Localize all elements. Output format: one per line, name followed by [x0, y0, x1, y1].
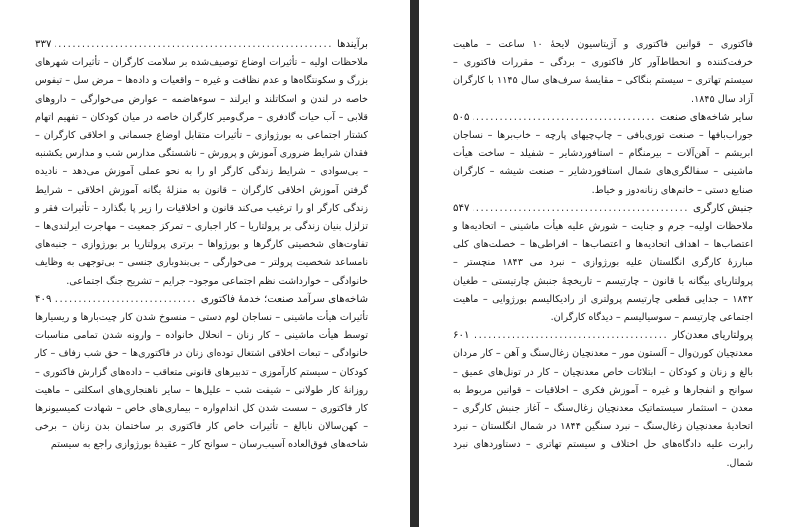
section-title: پرولتاریای معدن‌کار — [672, 330, 753, 342]
leader-dots — [473, 109, 656, 127]
section-page-number: ۶۰۱ — [453, 330, 470, 342]
section-summary: معدنچیان کورن‌وال – آلستون مور – معدنچیان زغال‌سنگ و آهن – کار مردان بالغ و زنان و کودکان – ابتلائات خاص معدنچیان – کار در تونل‌های عمیق – سوانح و انفجارها و غیره – آموزش فکری – اخلاقیات – قوانین مربوط به معدن – استثمار سیستماتیک معدنچیان زغال‌سنگ – آغاز جنبش کارگری – اتحادیهٔ معدنچیان زغال‌سنگ – نبرد سنگین ۱۸۴۴ در شمال انگلستان – نبرد رابرت علیه دادگاه‌های حل اختلاف و سیستم تهاتری – دستاوردهای نبرد شمال. — [453, 348, 753, 469]
section-title: جنبش کارگری — [693, 202, 753, 214]
section-summary: تأثیرات هیأت ماشینی – نساجان لوم دستی – منسوخ شدن کار چیت‌بارها و ریسیارها توسط هیأت ماشینی – کار زنان – انحلال خانواده – وارونه شدن تمامی مناسبات خانوادگی – تبعات اخلاقی اشتغال توده‌ای زنان در فاکتوری‌ها – حق شب زفاف – کار کودکان – سیستم کارآموزی – تدبیرهای قانونی متعاقب – داده‌های گزارش فاکتوری – روزانهٔ کار طولانی – شیفت شب – علیل‌ها – سایر ناهنجاری‌های اسکلتی – ماهیت کار فاکتوری – سست شدن کل اندام‌واره – بیماری‌های خاص – شهادت کمیسیونرها – کهن‌سالان نابالغ – تأثیرات خاص کار فاکتوری بر ساختمان بدن زنان – برخی شاخه‌های فوق‌العاده آسیب‌رسان – سوانح کار – عقیدهٔ بورژوازی راجع به سیستم — [35, 312, 368, 451]
section-title: سایر شاخه‌های صنعت — [659, 111, 753, 123]
right-page — [419, 0, 787, 527]
toc-entry-outcomes — [35, 36, 368, 291]
section-page-number: ۳۳۷ — [35, 39, 52, 50]
section-summary: ملاحظات اولیه– جرم و جنایت – شورش علیه هیأت ماشینی – اتحادیه‌ها و اعتصاب‌ها – اهداف اتحادیه‌ها و اعتصاب‌ها – افراطی‌ها – خصلت‌های کلی مبارزهٔ کارگری انگلستان علیه بورژوازی – نبرد می ۱۸۴۳ منچستر – پرولتاریای بیگانه با قانون – چارتیسم – تاریخچهٔ جنبش چارتیستی – طغیان ۱۸۴۲ – جدایی قطعی چارتیسم پرولتری از رادیکالیسم بورژوایی – ماهیت اجتماعی چارتیسم – سوسیالیسم – دیدگاه کارگران. — [453, 221, 753, 324]
section-page-number: ۵۴۷ — [453, 202, 470, 214]
book-gutter — [410, 0, 419, 527]
leader-dots — [55, 291, 196, 309]
section-title: شاخه‌های سرآمد صنعت؛ خدمهٔ فاکتوری — [200, 293, 368, 305]
section-page-number: ۴۰۹ — [35, 293, 52, 305]
section-heading — [35, 291, 368, 309]
section-title: برآیندها — [336, 39, 368, 50]
section-summary: ملاحظات اولیه – تأثیرات اوضاع توصیف‌شده بر سلامت کارگران – تأثیرات شهرهای بزرگ و سکونتگاه‌ها و عدم نظافت و غیره – واقعیات و داده‌ها – مرض سل – تیفوس خاصه در لندن و اسکاتلند و ایرلند – سوءهاضمه – عوارض می‌خوارگی – داروهای قلابی – آب حیات گادفری – مرگ‌ومیر کارگران خاصه در میان کودکان – تفهیم اتهام کشتار اجتماعی به بورژوازی – تأثیرات متقابل اوضاع جسمانی و اخلاقی کارگران – فقدان شرایط ضروری آموزش و پرورش – ناشستگی مدارس شب و مدارس یکشنبه – بی‌سوادی – شرایط زندگی کارگر او را به نحو عملی آموزش می‌دهد – نادیده گرفتن آموزش اخلاقی کارگران – قانون به منزلهٔ یگانه آموزش اخلاقی – شرایط زندگی کارگر او را ترغیب می‌کند قانون و اخلاقیات را زیر پا بگذارد – تأثیرات فقر و تزلزل بنیان زندگی بر پرولتاریا – کار اجباری – تمرکز جمعیت – مهاجرت ایرلندی‌ها – تفاوت‌های شخصیتی کارگرها و بورژواها – برتری پرولتاریا بر بورژوازی – جنبه‌های نامساعد شخصیت پرولتر – می‌خوارگی – بی‌بندوباری جنسی – بی‌توجهی به وظایف خانوادگی – خوارداشت نظم اجتماعی موجود– جرایم – تشریح جنگ اجتماعی. — [35, 57, 368, 287]
section-summary: جوراب‌بافها – صنعت توری‌بافی – چاپ‌چیهای پارچه – خاب‌برها – نساجان ابریشم – آهن‌آلات – بیرمنگام – استافوردشایر – شفیلد – ساخت هیأت ماشینی – سفالگری‌های شمال استافوردشایر – صنعت شیشه – کارگران صنایع دستی – خانم‌های زنانه‌دوز و خیاط. — [453, 130, 753, 196]
section-page-number: ۵۰۵ — [453, 111, 470, 123]
section-heading — [35, 36, 368, 54]
leader-dots — [55, 36, 333, 54]
section-heading — [453, 200, 753, 218]
section-heading — [453, 327, 753, 345]
toc-entry-other-industries — [453, 109, 753, 200]
right-page-content — [453, 36, 753, 473]
leader-dots — [473, 200, 689, 218]
toc-entry-mining-proletariat — [453, 327, 753, 473]
left-page-content — [35, 36, 368, 455]
section-heading — [453, 109, 753, 127]
section-summary: فاکتوری – قوانین فاکتوری و آژیتاسیون لایحهٔ ۱۰ ساعت – ماهیت خرفت‌کننده و انحطاط‌آور کار فاکتوری – بردگی – مقررات فاکتوری – سیستم تهاتری – سیستم بنگاکی – مقایسهٔ سرف‌های سال ۱۱۴۵ با کارگران آزاد سال ۱۸۴۵. — [453, 39, 753, 105]
leader-dots — [473, 327, 668, 345]
toc-entry-labor-movement — [453, 200, 753, 327]
toc-entry-leading-industries — [35, 291, 368, 455]
toc-entry-continuation — [453, 36, 753, 109]
